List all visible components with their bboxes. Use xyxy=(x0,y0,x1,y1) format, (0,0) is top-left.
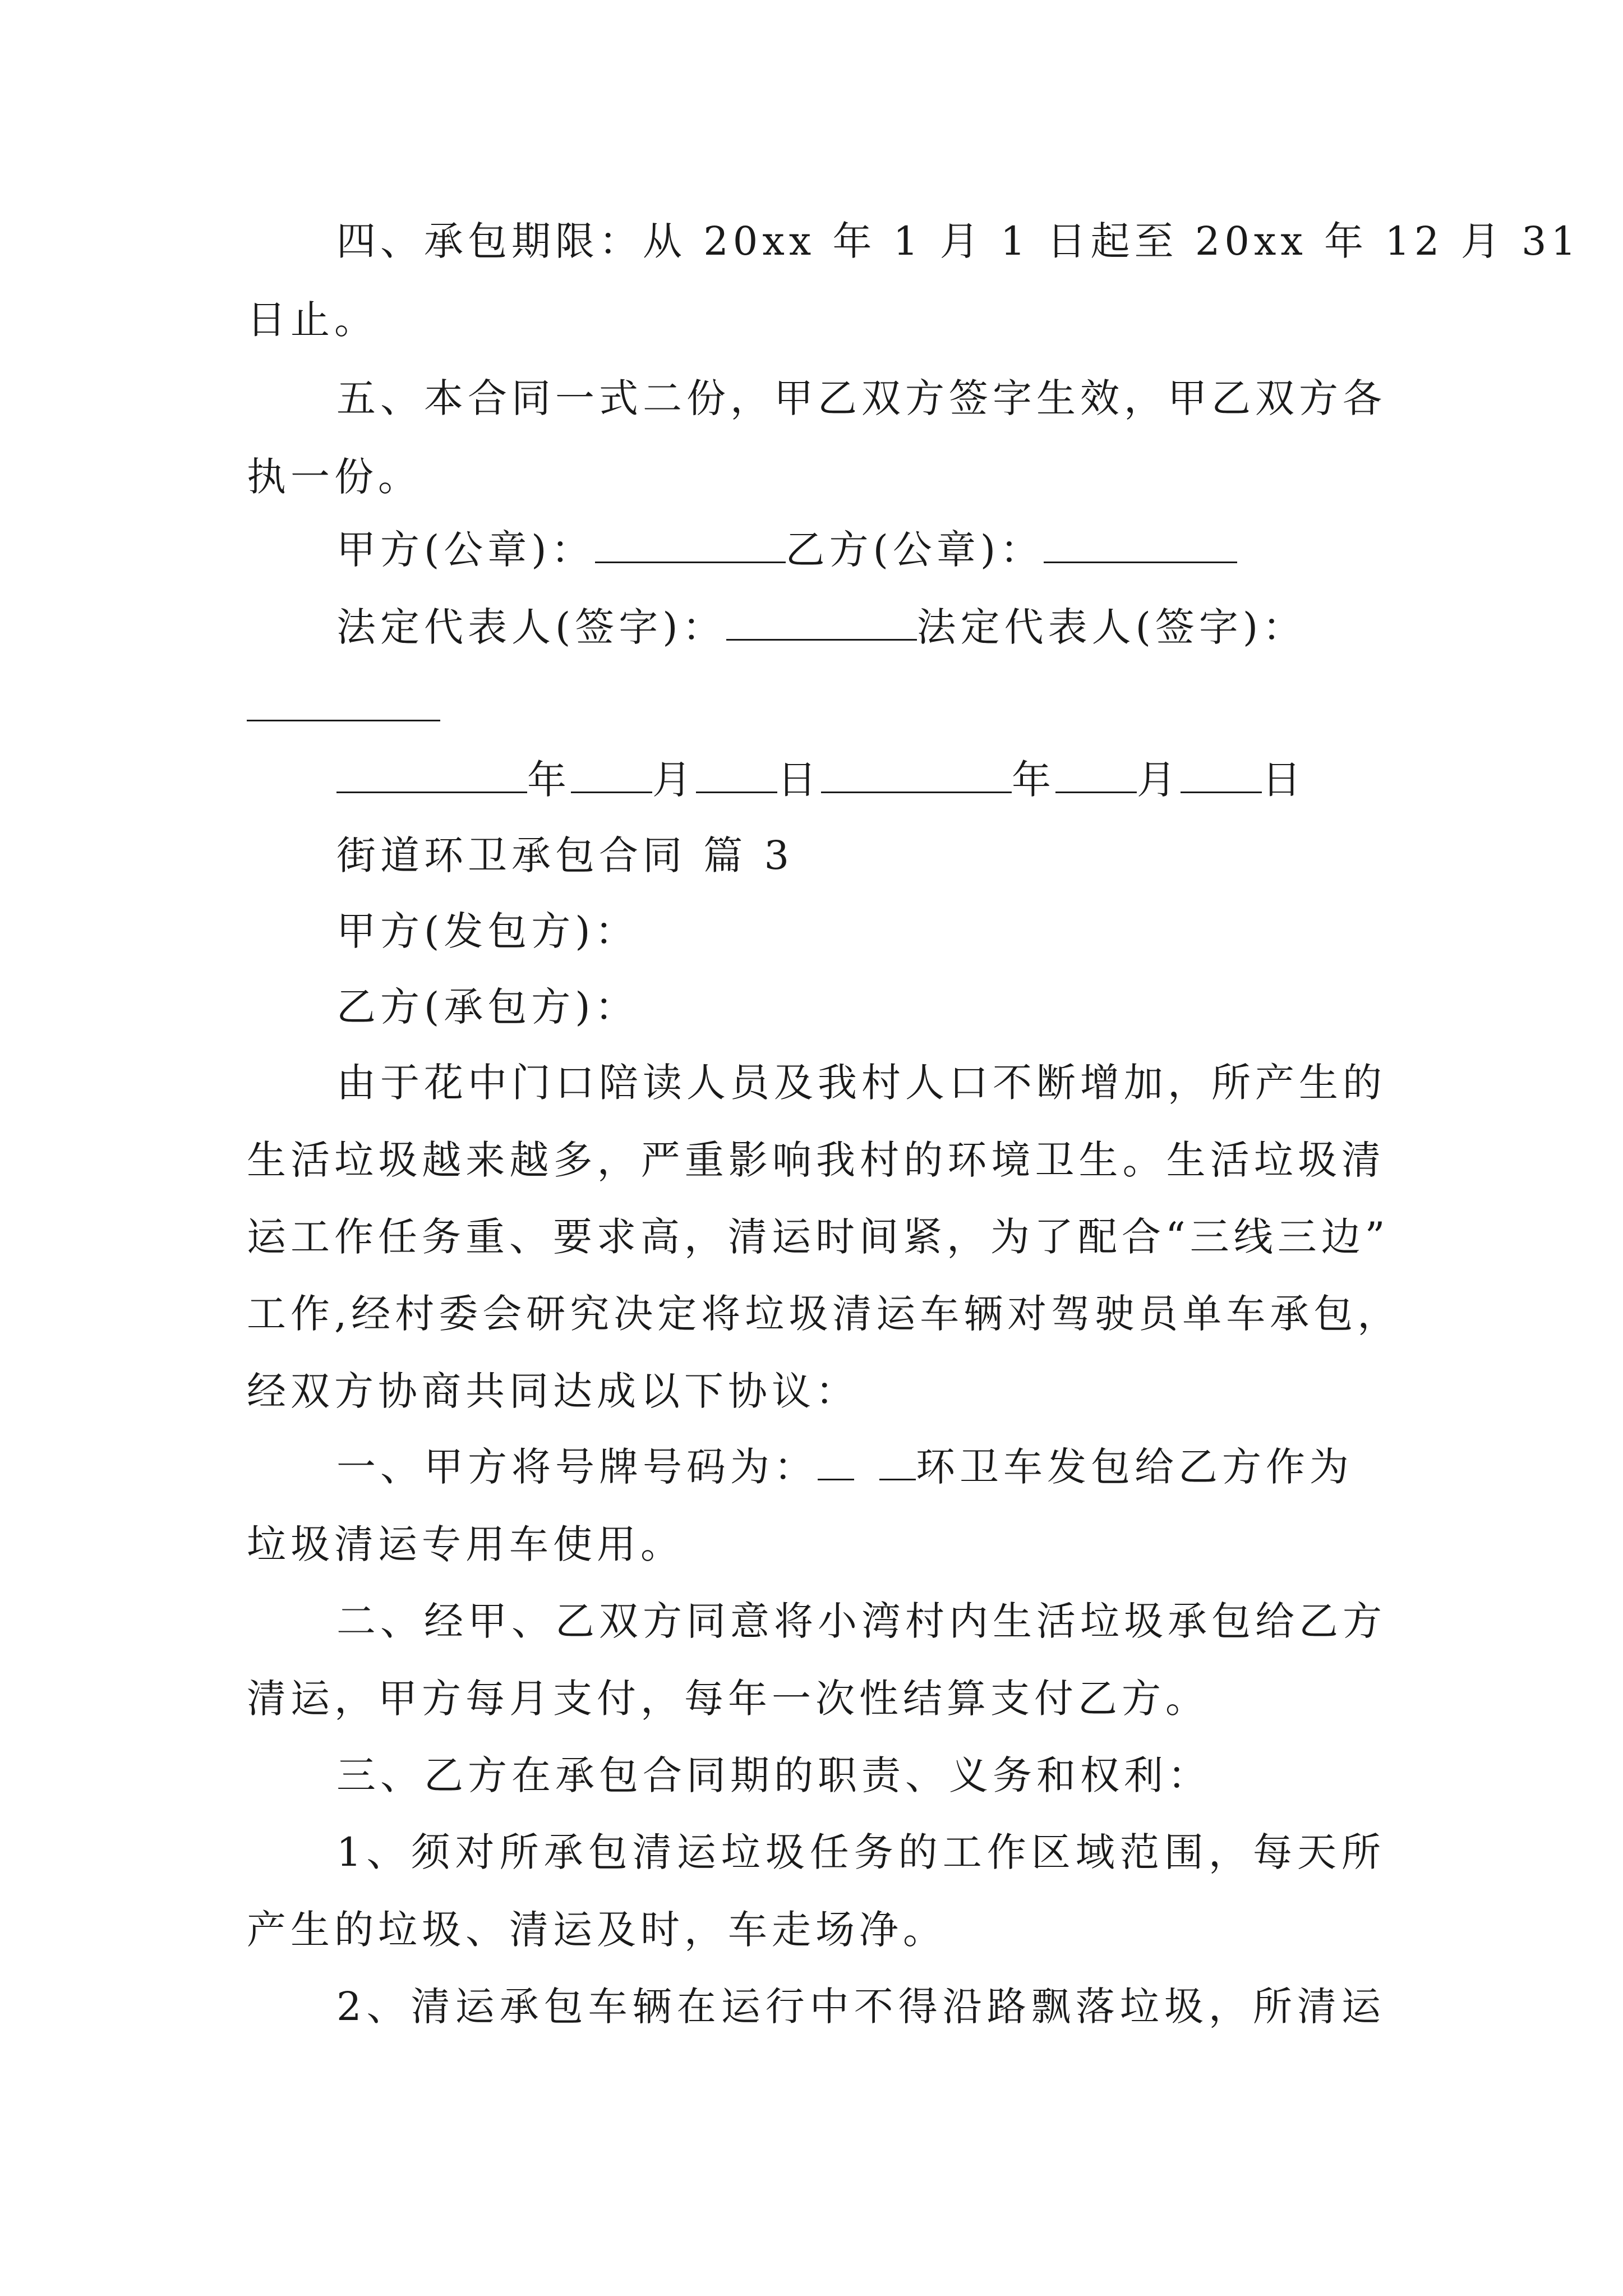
date-b-day-label: 日 xyxy=(1262,757,1306,803)
clause-4-line-2: 日止。 xyxy=(247,297,378,343)
date-b-year-label: 年 xyxy=(1012,757,1055,803)
intro-line-1: 由于花中门口陪读人员及我村人口不断增加，所产生的 xyxy=(336,1060,1386,1106)
date-row xyxy=(336,752,1385,808)
date-a-year-label: 年 xyxy=(527,757,571,803)
clause-5-line-1: 五、本合同一式二份，甲乙双方签字生效，甲乙双方各 xyxy=(336,375,1386,421)
intro-line-2: 生活垃圾越来越多，严重影响我村的环境卫生。生活垃圾清 xyxy=(247,1137,1385,1183)
item-2-line-2: 清运，甲方每月支付，每年一次性结算支付乙方。 xyxy=(247,1676,1209,1722)
item-2-line-1: 二、经甲、乙双方同意将小湾村内生活垃圾承包给乙方 xyxy=(336,1598,1386,1644)
party-a-line: 甲方(发包方)： xyxy=(336,908,639,954)
clause-5-line-2: 执一份。 xyxy=(247,454,422,500)
section-title: 街道环卫承包合同 篇 3 xyxy=(336,832,794,878)
party-a-rep-label: 法定代表人(签字)： xyxy=(336,604,726,650)
plate-number-blank-1[interactable] xyxy=(818,1439,854,1480)
party-b-seal-blank[interactable] xyxy=(1044,522,1237,563)
date-b-year-blank[interactable] xyxy=(821,752,1012,793)
date-a-month-blank[interactable] xyxy=(571,752,652,793)
date-b-month-label: 月 xyxy=(1137,757,1181,803)
sub-item-2-line-1: 2、清运承包车辆在运行中不得沿路飘落垃圾，所清运 xyxy=(336,1984,1385,2030)
date-a-day-blank[interactable] xyxy=(696,752,777,793)
date-b-month-blank[interactable] xyxy=(1055,752,1137,793)
party-b-rep-blank[interactable] xyxy=(247,720,440,721)
item-1-suffix: 环卫车发包给乙方作为 xyxy=(916,1444,1353,1490)
intro-line-4: 工作,经村委会研究决定将垃圾清运车辆对驾驶员单车承包， xyxy=(247,1291,1401,1337)
date-a-year-blank[interactable] xyxy=(336,752,527,793)
item-3-line-1: 三、乙方在承包合同期的职责、义务和权利： xyxy=(336,1752,1211,1798)
date-b-day-blank[interactable] xyxy=(1181,752,1262,793)
date-a-day-label: 日 xyxy=(777,757,821,803)
intro-line-3: 运工作任务重、要求高，清运时间紧，为了配合“三线三边” xyxy=(247,1214,1390,1260)
clause-4-line-1: 四、承包期限：从 20xx 年 1 月 1 日起至 20xx 年 12 月 31 xyxy=(336,218,1581,264)
party-a-seal-blank[interactable] xyxy=(595,522,786,563)
seal-signature-row xyxy=(336,522,1385,578)
sub-item-1-line-1: 1、须对所承包清运垃圾任务的工作区域范围，每天所 xyxy=(336,1829,1385,1875)
item-1-line-2: 垃圾清运专用车使用。 xyxy=(247,1521,684,1567)
party-b-line: 乙方(承包方)： xyxy=(336,984,639,1030)
party-b-seal-label: 乙方(公章)： xyxy=(785,527,1044,573)
item-1-line-1 xyxy=(336,1439,1385,1495)
sub-item-1-line-2: 产生的垃圾、清运及时，车走场净。 xyxy=(247,1907,947,1953)
plate-number-blank-2[interactable] xyxy=(879,1439,916,1480)
party-b-rep-label: 法定代表人(签字)： xyxy=(916,604,1307,650)
date-a-month-label: 月 xyxy=(652,757,696,803)
item-1-prefix: 一、甲方将号牌号码为： xyxy=(336,1444,818,1490)
party-a-seal-label: 甲方(公章)： xyxy=(336,527,595,573)
party-a-rep-blank[interactable] xyxy=(726,600,917,641)
intro-line-5: 经双方协商共同达成以下协议： xyxy=(247,1368,859,1414)
representative-signature-row xyxy=(336,599,1385,655)
